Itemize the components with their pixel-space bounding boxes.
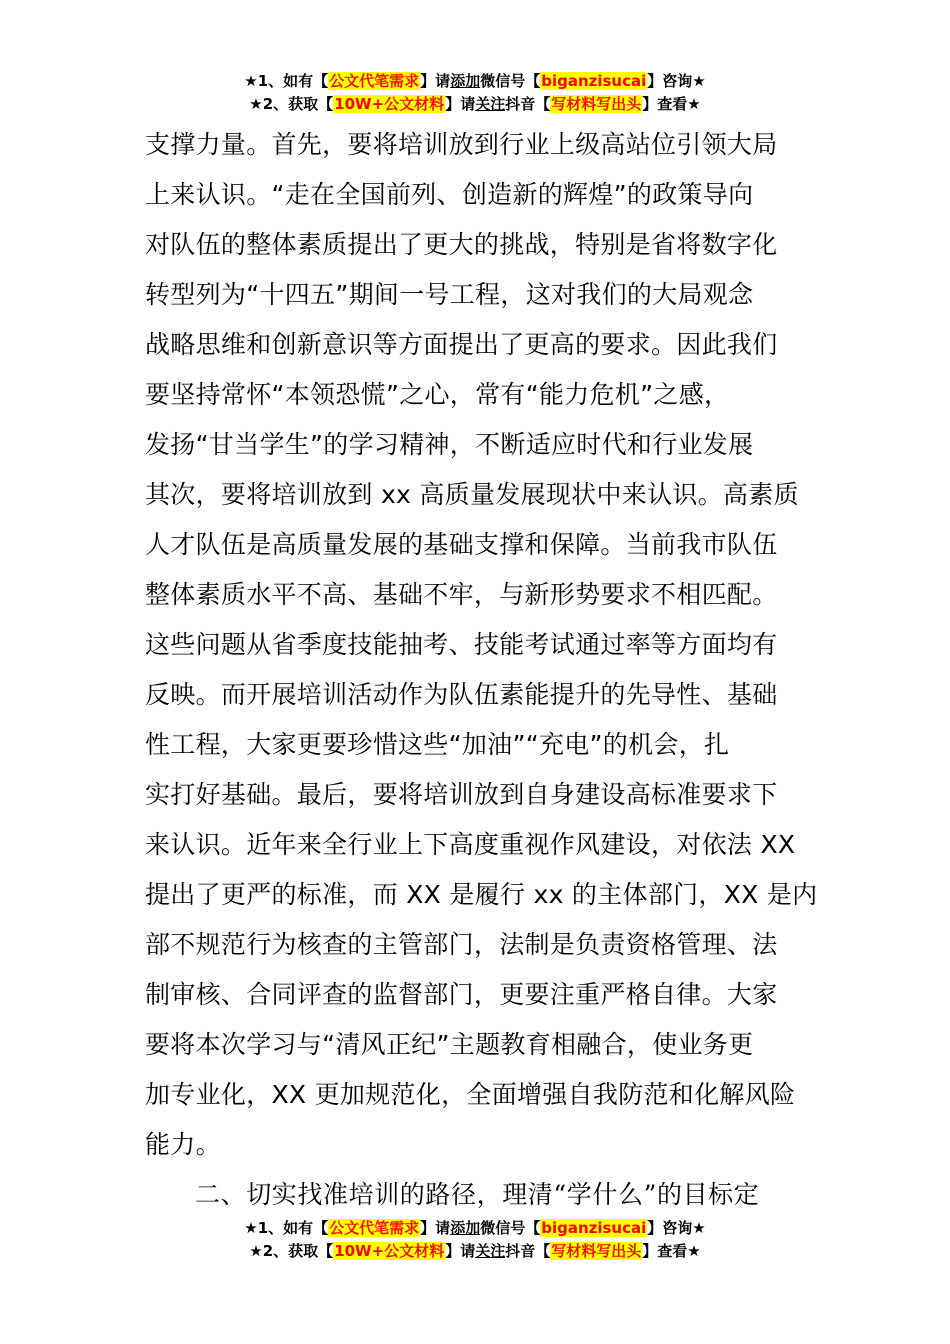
- body-line: 这些问题从省季度技能抽考、技能考试通过率等方面均有: [145, 630, 778, 659]
- highlight-wechat-id: biganzisucai: [541, 72, 647, 90]
- promo-text: 微信号【: [480, 72, 541, 90]
- body-line: 要坚持常怀“本领恐慌”之心，常有“能力危机”之感，: [145, 380, 730, 409]
- body-line: 战略思维和创新意识等方面提出了更高的要求。因此我们: [145, 330, 778, 359]
- promo-banner-top: [0, 70, 950, 116]
- body-line: 转型列为“十四五”期间一号工程，这对我们的大局观念: [145, 280, 754, 309]
- body-line: 支撑力量。首先，要将培训放到行业上级高站位引领大局: [145, 130, 778, 159]
- section-heading: 二、切实找准培训的路径，理清“学什么”的目标定: [195, 1180, 760, 1209]
- highlight-materials: 10W+公文材料: [334, 95, 445, 113]
- highlight-douyin-account: 写材料写出头: [551, 1242, 642, 1260]
- body-line: 其次，要将培训放到 xx 高质量发展现状中来认识。高素质: [145, 480, 799, 509]
- document-body: [145, 120, 818, 1220]
- underlined-add: 添加: [450, 1219, 481, 1237]
- highlight-ghostwriting: 公文代笔需求: [329, 1219, 420, 1237]
- promo-text: ★1、如有【: [244, 1219, 329, 1237]
- body-line: 人才队伍是高质量发展的基础支撑和保障。当前我市队伍: [145, 530, 778, 559]
- body-line: 加专业化，XX 更加规范化，全面增强自我防范和化解风险: [145, 1080, 796, 1109]
- promo-text: 】请: [420, 72, 451, 90]
- promo-text: 】请: [445, 95, 476, 113]
- underlined-follow: 关注: [475, 1242, 506, 1260]
- highlight-douyin-account: 写材料写出头: [551, 95, 642, 113]
- promo-text: 】查看★: [642, 1242, 701, 1260]
- promo-text: 抖音【: [505, 1242, 551, 1260]
- highlight-wechat-id: biganzisucai: [541, 1219, 647, 1237]
- promo-text: 】咨询★: [647, 72, 706, 90]
- highlight-ghostwriting: 公文代笔需求: [329, 72, 420, 90]
- promo-line-1: [0, 1217, 950, 1240]
- promo-line-1: [0, 70, 950, 93]
- body-line: 能力。: [145, 1130, 221, 1159]
- promo-line-2: [0, 93, 950, 116]
- promo-text: 】咨询★: [647, 1219, 706, 1237]
- body-line: 要将本次学习与“清风正纪”主题教育相融合，使业务更: [145, 1030, 754, 1059]
- body-line: 来认识。近年来全行业上下高度重视作风建设，对依法 XX: [145, 830, 796, 859]
- body-line: 实打好基础。最后，要将培训放到自身建设高标准要求下: [145, 780, 778, 809]
- body-line: 部不规范行为核查的主管部门，法制是负责资格管理、法: [145, 930, 778, 959]
- promo-line-2: [0, 1240, 950, 1263]
- body-line: 制审核、合同评查的监督部门，更要注重严格自律。大家: [145, 980, 778, 1009]
- promo-text: ★2、获取【: [249, 1242, 334, 1260]
- body-line: 发扬“甘当学生”的学习精神，不断适应时代和行业发展: [145, 430, 754, 459]
- promo-text: 】查看★: [642, 95, 701, 113]
- promo-text: 】请: [420, 1219, 451, 1237]
- promo-text: ★1、如有【: [244, 72, 329, 90]
- underlined-follow: 关注: [475, 95, 506, 113]
- body-line: 性工程，大家更要珍惜这些“加油”“充电”的机会，扎: [145, 730, 730, 759]
- promo-text: ★2、获取【: [249, 95, 334, 113]
- body-line: 反映。而开展培训活动作为队伍素能提升的先导性、基础: [145, 680, 778, 709]
- promo-banner-bottom: [0, 1217, 950, 1263]
- body-line: 对队伍的整体素质提出了更大的挑战，特别是省将数字化: [145, 230, 778, 259]
- underlined-add: 添加: [450, 72, 481, 90]
- body-line: 整体素质水平不高、基础不牢，与新形势要求不相匹配。: [145, 580, 778, 609]
- promo-text: 微信号【: [480, 1219, 541, 1237]
- body-line: 提出了更严的标准，而 XX 是履行 xx 的主体部门，XX 是内: [145, 880, 818, 909]
- body-line: 上来认识。“走在全国前列、创造新的辉煌”的政策导向: [145, 180, 754, 209]
- promo-text: 抖音【: [505, 95, 551, 113]
- highlight-materials: 10W+公文材料: [334, 1242, 445, 1260]
- promo-text: 】请: [445, 1242, 476, 1260]
